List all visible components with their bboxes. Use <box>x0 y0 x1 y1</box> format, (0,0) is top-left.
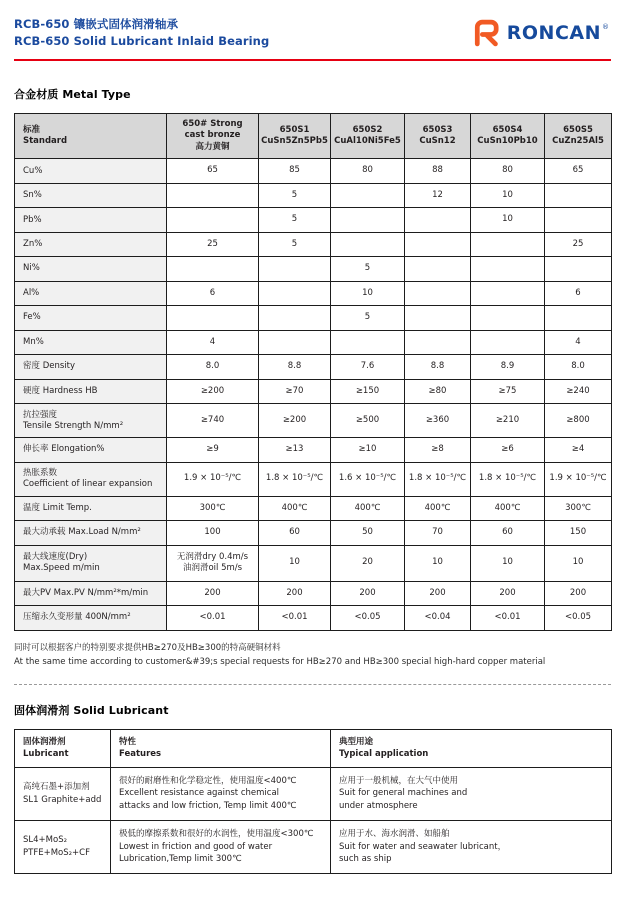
text-line: Sn% <box>23 190 42 201</box>
value-cell: <0.04 <box>405 606 471 630</box>
page-title <box>14 16 269 51</box>
header-divider <box>14 59 611 62</box>
title-zh: RCB-650 镶嵌式固体润滑轴承 <box>14 17 179 31</box>
value-cell: <0.01 <box>167 606 259 630</box>
title-en: RCB-650 Solid Lubricant Inlaid Bearing <box>14 34 270 49</box>
application-cell <box>331 767 612 820</box>
value-cell: 1.9 × 10⁻⁵/℃ <box>545 462 612 496</box>
row-label <box>15 521 167 545</box>
value-cell <box>471 306 545 330</box>
value-cell: 70 <box>405 521 471 545</box>
metal-table-row <box>15 183 612 207</box>
value-cell: ≥4 <box>545 438 612 462</box>
metal-table-row <box>15 159 612 183</box>
value-cell: 1.8 × 10⁻⁵/℃ <box>405 462 471 496</box>
lubricant-table-row <box>15 820 612 873</box>
value-cell <box>167 183 259 207</box>
roncan-r-icon <box>470 17 502 49</box>
text-line: CuAl10Ni5Fe5 <box>334 136 401 147</box>
value-cell: 5 <box>259 208 331 232</box>
row-label <box>15 257 167 281</box>
text-line: Tensile Strength N/mm² <box>23 420 124 431</box>
text-line: Pb% <box>23 214 42 225</box>
metal-table-row <box>15 581 612 605</box>
metal-type-table <box>14 113 612 631</box>
value-cell <box>405 330 471 354</box>
lubricant-table-row <box>15 767 612 820</box>
lubricant-header-col-1 <box>111 729 331 767</box>
text-line: 650S2 <box>352 124 383 135</box>
metal-table-row <box>15 232 612 256</box>
value-cell: 50 <box>331 521 405 545</box>
value-cell: 1.8 × 10⁻⁵/℃ <box>259 462 331 496</box>
text-line: 典型用途 <box>339 736 374 747</box>
value-cell: 4 <box>545 330 612 354</box>
row-label <box>15 232 167 256</box>
value-cell: ≥240 <box>545 379 612 403</box>
value-cell <box>331 208 405 232</box>
value-cell <box>259 306 331 330</box>
value-cell: 150 <box>545 521 612 545</box>
value-cell: ≥8 <box>405 438 471 462</box>
text-line: such as ship <box>339 854 392 865</box>
section-divider <box>14 684 611 685</box>
value-cell: ≥200 <box>259 404 331 438</box>
metal-header-col-4 <box>471 114 545 159</box>
value-cell <box>331 183 405 207</box>
value-cell: ≥80 <box>405 379 471 403</box>
section-heading-metal-type: 合金材质 Metal Type <box>14 88 131 101</box>
value-cell: 1.8 × 10⁻⁵/℃ <box>471 462 545 496</box>
row-label <box>15 581 167 605</box>
value-cell: 6 <box>167 281 259 305</box>
value-cell <box>405 281 471 305</box>
text-line: Mn% <box>23 336 44 347</box>
metal-table-row <box>15 330 612 354</box>
row-label <box>15 281 167 305</box>
lubricant-header-col-0 <box>15 729 111 767</box>
text-line: PTFE+MoS₂+CF <box>23 847 90 858</box>
value-cell: 200 <box>167 581 259 605</box>
lubricant-cell <box>15 767 111 820</box>
value-cell: 200 <box>545 581 612 605</box>
value-cell <box>471 330 545 354</box>
text-line: Excellent resistance against chemical <box>119 788 280 799</box>
text-line: 高纯石墨+添加剂 <box>23 781 90 792</box>
value-cell: <0.05 <box>331 606 405 630</box>
metal-table-row <box>15 462 612 496</box>
row-label <box>15 379 167 403</box>
row-label <box>15 606 167 630</box>
metal-header-col-3 <box>405 114 471 159</box>
value-cell <box>545 183 612 207</box>
text-line: Al% <box>23 287 40 298</box>
text-line: Lubricant <box>23 749 69 760</box>
application-cell <box>331 820 612 873</box>
page-header <box>14 16 611 51</box>
value-cell <box>167 545 259 581</box>
text-line: 标准 <box>23 124 41 135</box>
text-line: 硬度 Hardness HB <box>23 385 98 396</box>
value-cell: 25 <box>545 232 612 256</box>
value-cell: 100 <box>167 521 259 545</box>
value-cell: 10 <box>259 545 331 581</box>
value-cell: 5 <box>331 257 405 281</box>
value-cell: 8.8 <box>259 355 331 379</box>
metal-table-row <box>15 404 612 438</box>
metal-table-row <box>15 379 612 403</box>
value-cell: 400℃ <box>331 496 405 520</box>
value-cell: 80 <box>331 159 405 183</box>
value-cell: 8.0 <box>167 355 259 379</box>
value-cell: ≥500 <box>331 404 405 438</box>
text-line: attacks and low friction, Temp limit 400℃ <box>119 801 297 812</box>
value-cell: 5 <box>259 232 331 256</box>
lubricant-header-col-2 <box>331 729 612 767</box>
text-line: 很好的耐磨性和化学稳定性，使用温度<400℃ <box>119 775 297 786</box>
value-cell <box>545 257 612 281</box>
lubricant-table-header-row <box>15 729 612 767</box>
metal-header-col-1 <box>259 114 331 159</box>
value-cell: 5 <box>331 306 405 330</box>
value-cell <box>545 306 612 330</box>
row-label <box>15 355 167 379</box>
metal-header-col-2 <box>331 114 405 159</box>
value-cell <box>471 257 545 281</box>
value-cell <box>471 281 545 305</box>
brand-logo <box>470 17 609 49</box>
value-cell: ≥13 <box>259 438 331 462</box>
value-cell: 60 <box>259 521 331 545</box>
value-cell: ≥740 <box>167 404 259 438</box>
metal-table-header-row <box>15 114 612 159</box>
text-line: 油润滑oil 5m/s <box>182 563 243 574</box>
metal-table-row <box>15 496 612 520</box>
text-line: Suit for water and seawater lubricant， <box>339 841 507 852</box>
value-cell: 65 <box>545 159 612 183</box>
value-cell: 200 <box>405 581 471 605</box>
row-label <box>15 208 167 232</box>
text-line: Typical application <box>339 749 429 760</box>
text-line: 650S4 <box>492 124 523 135</box>
text-line: 应用于一般机械，在大气中使用 <box>339 775 459 786</box>
text-line: SL1 Graphite+add <box>23 794 102 805</box>
value-cell: 400℃ <box>405 496 471 520</box>
text-line: 650S1 <box>279 124 310 135</box>
value-cell: ≥200 <box>167 379 259 403</box>
value-cell: 10 <box>471 545 545 581</box>
section-heading-solid-lubricant: 固体润滑剂 Solid Lubricant <box>14 703 169 717</box>
text-line: Standard <box>23 136 68 147</box>
value-cell <box>259 281 331 305</box>
text-line: Lubrication,Temp limit 300℃ <box>119 854 242 865</box>
value-cell: 10 <box>471 208 545 232</box>
value-cell <box>405 208 471 232</box>
value-cell: ≥800 <box>545 404 612 438</box>
metal-header-col-0 <box>167 114 259 159</box>
row-label <box>15 496 167 520</box>
value-cell: 10 <box>405 545 471 581</box>
value-cell: ≥10 <box>331 438 405 462</box>
text-line: cast bronze <box>184 130 241 141</box>
value-cell: 8.8 <box>405 355 471 379</box>
solid-lubricant-table <box>14 729 612 874</box>
value-cell: 6 <box>545 281 612 305</box>
text-line: 650S5 <box>563 124 593 135</box>
note-en: At the same time according to customer&#39;s special requests for HB≥270 and HB≥300 special high-hard copper material <box>14 656 546 667</box>
value-cell: ≥210 <box>471 404 545 438</box>
text-line: 极低的摩擦系数和很好的水润性，使用温度<300℃ <box>119 828 314 839</box>
metal-table-row <box>15 521 612 545</box>
text-line: Suit for general machines and <box>339 788 468 799</box>
features-cell <box>111 820 331 873</box>
value-cell: 80 <box>471 159 545 183</box>
value-cell: ≥70 <box>259 379 331 403</box>
row-label <box>15 404 167 438</box>
value-cell: ≥150 <box>331 379 405 403</box>
text-line: 高力黄铜 <box>195 141 230 152</box>
value-cell <box>259 257 331 281</box>
metal-header-col-5 <box>545 114 612 159</box>
value-cell: 200 <box>331 581 405 605</box>
value-cell: 65 <box>167 159 259 183</box>
value-cell: 88 <box>405 159 471 183</box>
metal-table-row <box>15 438 612 462</box>
value-cell: 85 <box>259 159 331 183</box>
text-line: Coefficient of linear expansion <box>23 479 153 490</box>
text-line: Ni% <box>23 263 40 274</box>
text-line: 650# Strong <box>182 119 243 129</box>
value-cell <box>259 330 331 354</box>
text-line: CuSn12 <box>419 136 456 147</box>
metal-header-standard <box>15 114 167 159</box>
row-label <box>15 330 167 354</box>
features-cell <box>111 767 331 820</box>
value-cell: 5 <box>259 183 331 207</box>
row-label <box>15 438 167 462</box>
metal-table-row <box>15 208 612 232</box>
value-cell: 12 <box>405 183 471 207</box>
text-line: 温度 Limit Temp. <box>23 502 92 513</box>
metal-table-row <box>15 606 612 630</box>
value-cell: 200 <box>259 581 331 605</box>
value-cell: 4 <box>167 330 259 354</box>
metal-table-row <box>15 545 612 581</box>
value-cell: ≥360 <box>405 404 471 438</box>
text-line: 伸长率 Elongation% <box>23 444 105 455</box>
text-line: CuSn5Zn5Pb5 <box>261 136 328 147</box>
registered-trademark-icon: ® <box>602 23 609 31</box>
value-cell: ≥9 <box>167 438 259 462</box>
row-label <box>15 183 167 207</box>
text-line: 无润滑dry 0.4m/s <box>176 551 249 562</box>
value-cell: <0.05 <box>545 606 612 630</box>
value-cell: 10 <box>331 281 405 305</box>
value-cell: 10 <box>545 545 612 581</box>
value-cell <box>331 232 405 256</box>
text-line: Max.Speed m/min <box>23 563 100 574</box>
value-cell <box>167 306 259 330</box>
value-cell: 200 <box>471 581 545 605</box>
text-line: 650S3 <box>422 124 453 135</box>
text-line: 特性 <box>119 736 137 747</box>
value-cell: 8.0 <box>545 355 612 379</box>
text-line: 应用于水、海水润滑、如船舶 <box>339 828 450 839</box>
value-cell <box>167 208 259 232</box>
text-line: 抗拉强度 <box>23 409 58 420</box>
text-line: CuZn25Al5 <box>552 136 604 147</box>
value-cell: <0.01 <box>259 606 331 630</box>
row-label <box>15 545 167 581</box>
value-cell: 400℃ <box>259 496 331 520</box>
row-label <box>15 306 167 330</box>
note-zh: 同时可以根据客户的特别要求提供HB≥270及HB≥300的特高硬铜材料 <box>14 642 281 653</box>
text-line: 密度 Density <box>23 361 76 372</box>
metal-table-row <box>15 306 612 330</box>
value-cell <box>405 306 471 330</box>
value-cell: 20 <box>331 545 405 581</box>
text-line: Fe% <box>23 312 41 323</box>
value-cell <box>405 257 471 281</box>
value-cell <box>331 330 405 354</box>
text-line: Features <box>119 749 162 760</box>
metal-table-row <box>15 281 612 305</box>
value-cell: 1.6 × 10⁻⁵/℃ <box>331 462 405 496</box>
metal-table-row <box>15 355 612 379</box>
text-line: under atmosphere <box>339 801 418 812</box>
brand-name: RONCAN <box>506 21 601 44</box>
value-cell: 300℃ <box>167 496 259 520</box>
metal-table-row <box>15 257 612 281</box>
text-line: 压缩永久变形量 400N/mm² <box>23 612 131 623</box>
row-label <box>15 159 167 183</box>
value-cell: 1.9 × 10⁻⁵/℃ <box>167 462 259 496</box>
text-line: 固体润滑剂 <box>23 736 66 747</box>
value-cell: ≥75 <box>471 379 545 403</box>
text-line: 最大线速度(Dry) <box>23 552 88 563</box>
text-line: 热胀系数 <box>23 468 58 479</box>
value-cell: <0.01 <box>471 606 545 630</box>
value-cell: 300℃ <box>545 496 612 520</box>
value-cell: 8.9 <box>471 355 545 379</box>
text-line: 最大PV Max.PV N/mm²*m/min <box>23 587 149 598</box>
text-line: Cu% <box>23 165 43 176</box>
text-line: 最大动承载 Max.Load N/mm² <box>23 527 141 538</box>
value-cell: 400℃ <box>471 496 545 520</box>
value-cell: 7.6 <box>331 355 405 379</box>
value-cell <box>545 208 612 232</box>
value-cell: 60 <box>471 521 545 545</box>
value-cell <box>167 257 259 281</box>
value-cell <box>405 232 471 256</box>
text-line: CuSn10Pb10 <box>477 136 538 147</box>
value-cell: ≥6 <box>471 438 545 462</box>
lubricant-cell <box>15 820 111 873</box>
value-cell: 10 <box>471 183 545 207</box>
row-label <box>15 462 167 496</box>
value-cell <box>471 232 545 256</box>
value-cell: 25 <box>167 232 259 256</box>
text-line: SL4+MoS₂ <box>23 835 67 846</box>
text-line: Zn% <box>23 239 43 250</box>
text-line: Lowest in friction and good of water <box>119 841 273 852</box>
